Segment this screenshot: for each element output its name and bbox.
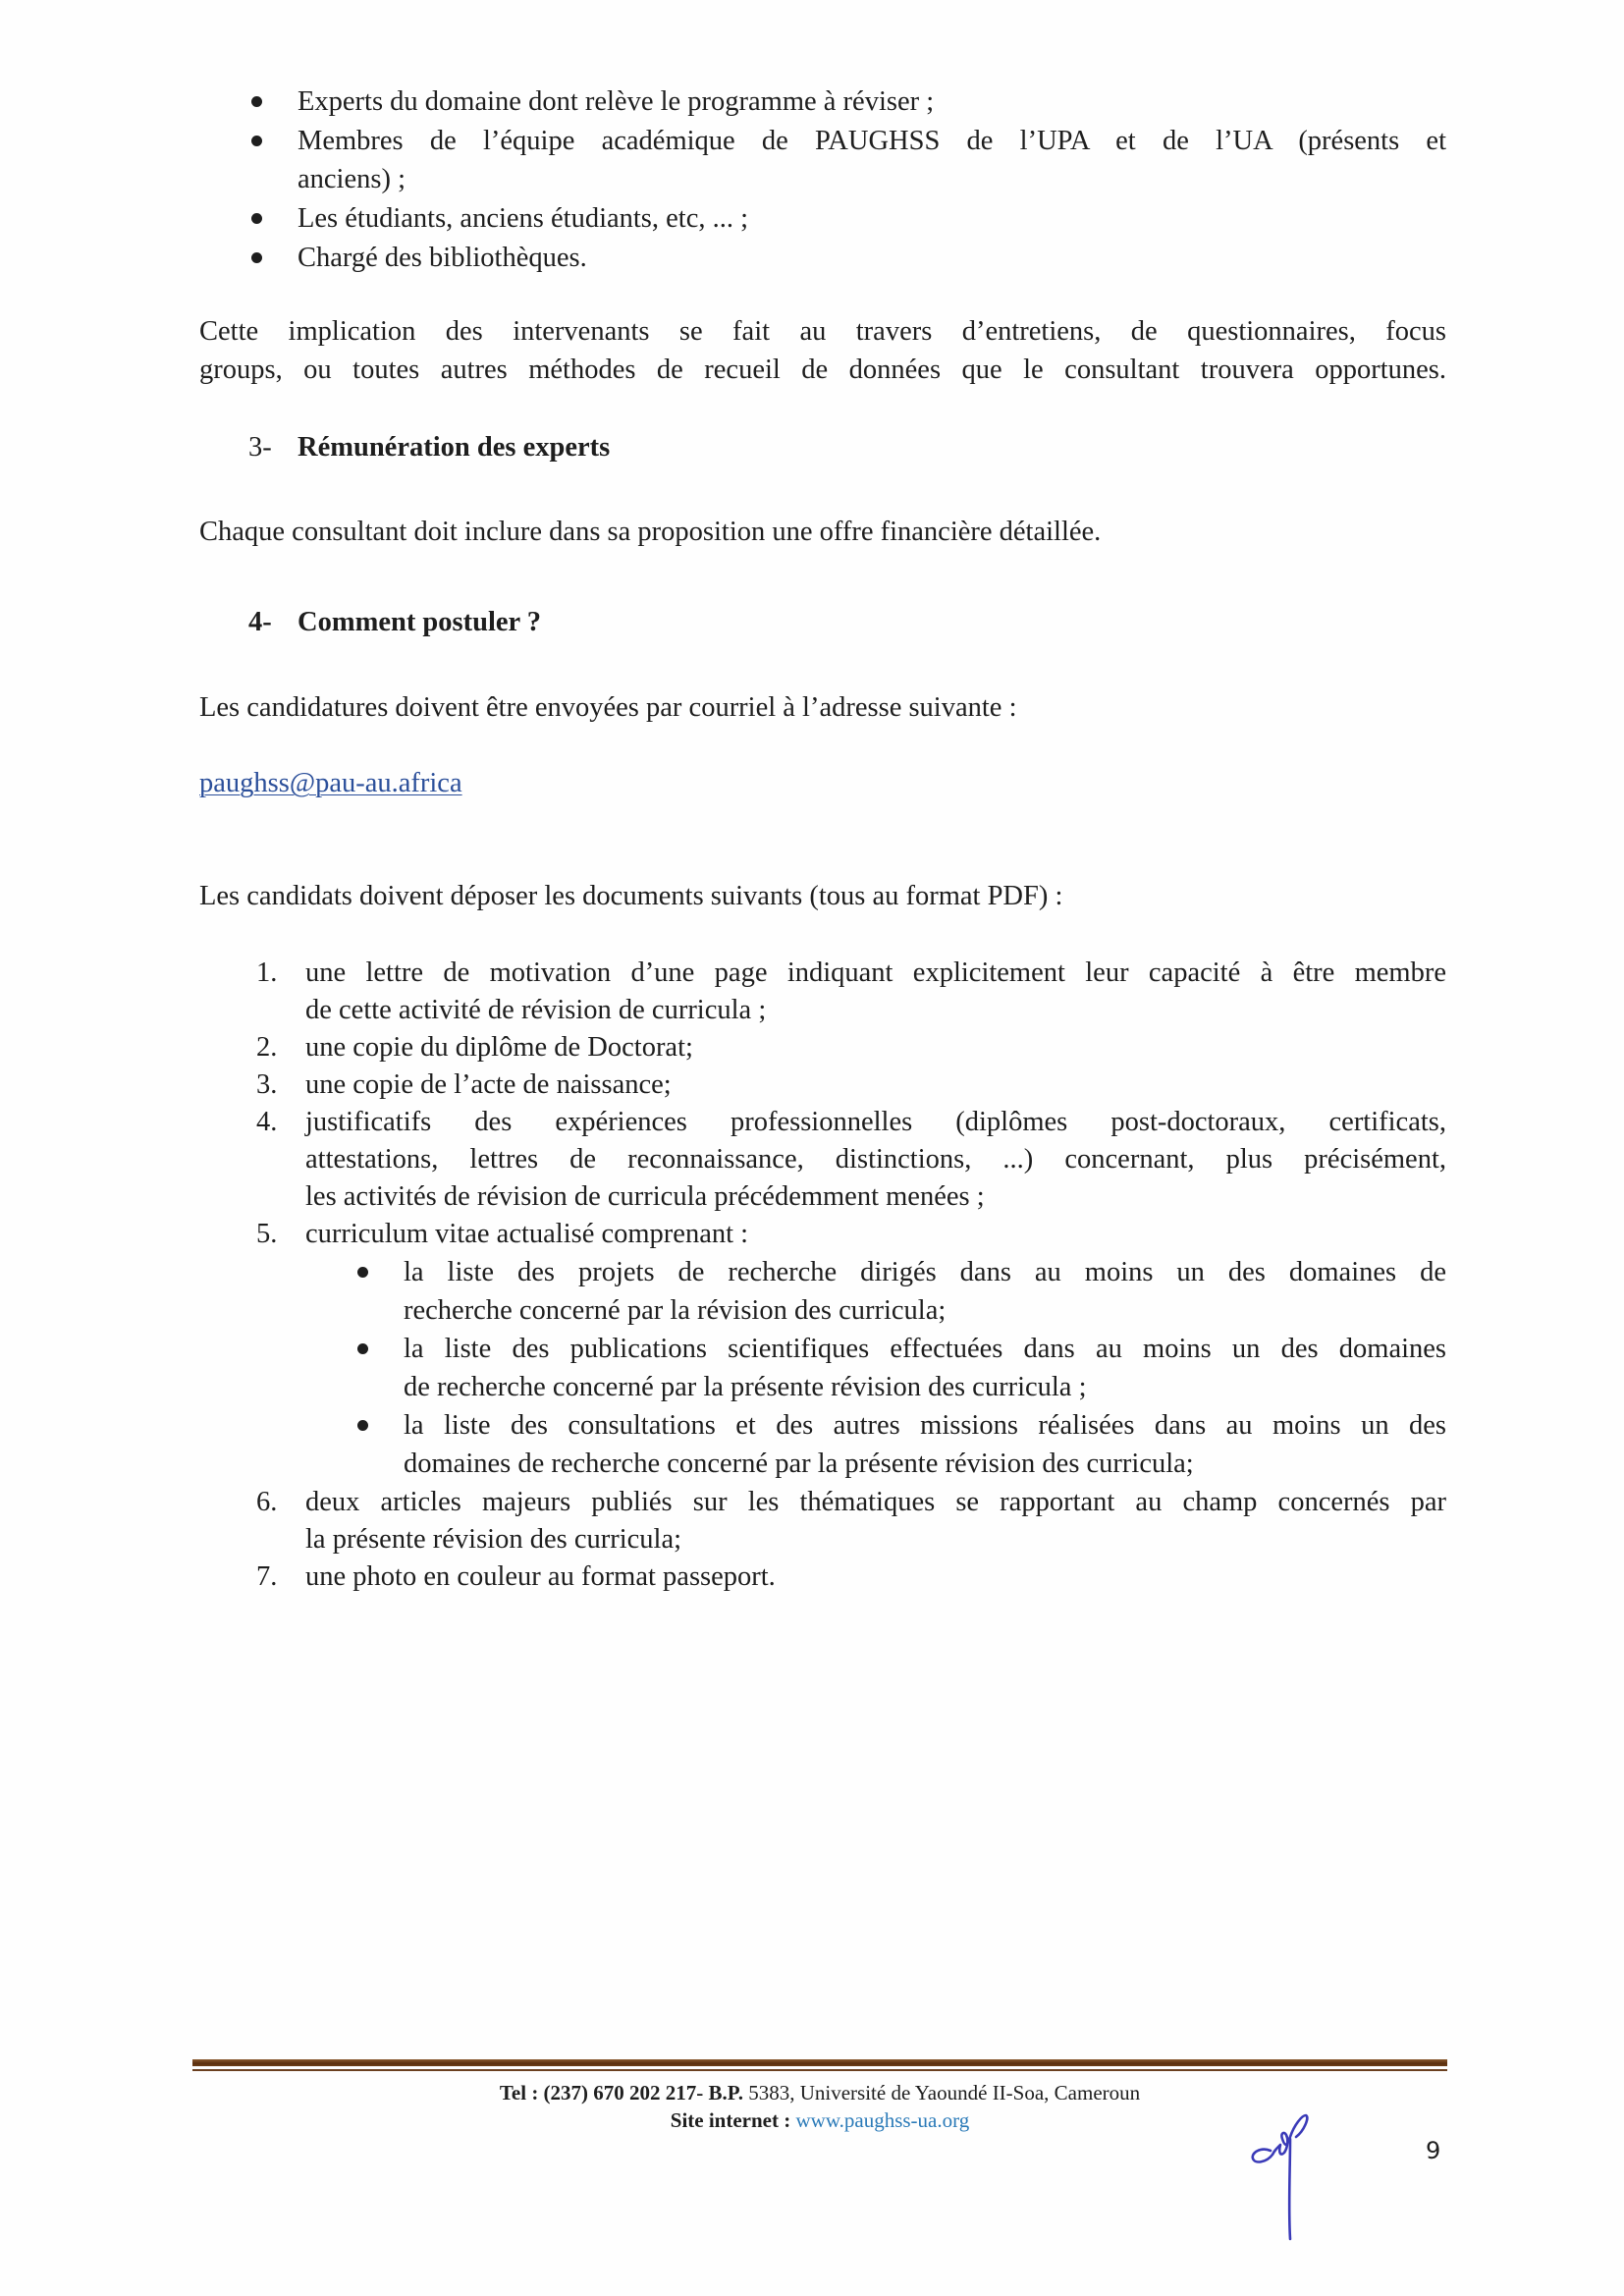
bullet-icon — [251, 96, 262, 107]
signature-icon — [1247, 2109, 1326, 2247]
footer-address: 5383, Université de Yaoundé II-Soa, Cameroun — [742, 2081, 1141, 2105]
sublist-item-continuation: recherche concerné par la révision des curricula; — [404, 1295, 947, 1326]
list-number: 3. — [256, 1069, 278, 1100]
section-title: Rémunération des experts — [298, 432, 611, 463]
sublist-item: la liste des publications scientifiques effectuées dans au moins un des domaines — [404, 1334, 1446, 1364]
list-item: curriculum vitae actualisé comprenant : — [305, 1219, 749, 1249]
list-number: 5. — [256, 1219, 278, 1249]
bullet-icon — [251, 136, 262, 146]
list-item: une copie de l’acte de naissance; — [305, 1069, 672, 1100]
section-4-body: Les candidatures doivent être envoyées par courriel à l’adresse suivante : — [199, 692, 1017, 723]
list-item: deux articles majeurs publiés sur les thématiques se rapportant au champ concernés par — [305, 1487, 1446, 1517]
bullet-icon — [357, 1267, 368, 1278]
footer-contact-line — [192, 2079, 1447, 2106]
list-item-continuation: attestations, lettres de reconnaissance, distinctions, ...) concernant, plus précisément, — [305, 1144, 1446, 1175]
section-number: 3- — [248, 432, 272, 463]
footer-rule — [192, 2059, 1447, 2066]
sublist-item-continuation: domaines de recherche concerné par la présente révision des curricula; — [404, 1449, 1194, 1479]
list-item: Chargé des bibliothèques. — [298, 243, 587, 273]
sublist-item: la liste des projets de recherche dirigés dans au moins un des domaines de — [404, 1257, 1446, 1287]
list-item: Les étudiants, anciens étudiants, etc, ... ; — [298, 203, 749, 234]
list-item: une copie du diplôme de Doctorat; — [305, 1032, 693, 1063]
list-item: Experts du domaine dont relève le programme à réviser ; — [298, 86, 935, 117]
section-3-body: Chaque consultant doit inclure dans sa proposition une offre financière détaillée. — [199, 517, 1102, 547]
list-item: une photo en couleur au format passeport. — [305, 1561, 776, 1592]
documents-intro: Les candidats doivent déposer les documents suivants (tous au format PDF) : — [199, 881, 1063, 911]
paragraph-line: groups, ou toutes autres méthodes de recueil de données que le consultant trouvera opportunes. — [199, 355, 1446, 385]
section-number: 4- — [248, 607, 272, 637]
email-link[interactable]: paughss@pau-au.africa — [199, 768, 462, 798]
bullet-icon — [251, 213, 262, 224]
section-title: Comment postuler ? — [298, 607, 542, 637]
list-item-continuation: anciens) ; — [298, 164, 406, 194]
list-number: 2. — [256, 1032, 278, 1063]
footer-site-label: Site internet : — [670, 2108, 796, 2132]
list-item: Membres de l’équipe académique de PAUGHSS de l’UPA et de l’UA (présents et — [298, 126, 1446, 156]
sublist-item: la liste des consultations et des autres missions réalisées dans au moins un des — [404, 1410, 1446, 1441]
page-number: 9 — [1426, 2137, 1441, 2164]
list-number: 1. — [256, 957, 278, 988]
list-item: une lettre de motivation d’une page indiquant explicitement leur capacité à être membre — [305, 957, 1446, 988]
list-number: 7. — [256, 1561, 278, 1592]
footer-rule-thin — [192, 2069, 1447, 2071]
list-item-continuation: la présente révision des curricula; — [305, 1524, 682, 1555]
bullet-icon — [357, 1343, 368, 1354]
list-item: justificatifs des expériences professionnelles (diplômes post-doctoraux, certificats, — [305, 1107, 1446, 1137]
list-item-continuation: de cette activité de révision de curricula ; — [305, 995, 767, 1025]
sublist-item-continuation: de recherche concerné par la présente révision des curricula ; — [404, 1372, 1087, 1402]
footer-site-link[interactable]: www.paughss-ua.org — [795, 2108, 970, 2132]
bullet-icon — [357, 1420, 368, 1431]
footer-tel: Tel : (237) 670 202 217- — [499, 2081, 704, 2105]
list-number: 4. — [256, 1107, 278, 1137]
footer-bp-label: B.P. — [708, 2081, 743, 2105]
list-number: 6. — [256, 1487, 278, 1517]
bullet-icon — [251, 252, 262, 263]
paragraph-line: Cette implication des intervenants se fait au travers d’entretiens, de questionnaires, focus — [199, 316, 1446, 347]
list-item-continuation: les activités de révision de curricula précédemment menées ; — [305, 1181, 985, 1212]
